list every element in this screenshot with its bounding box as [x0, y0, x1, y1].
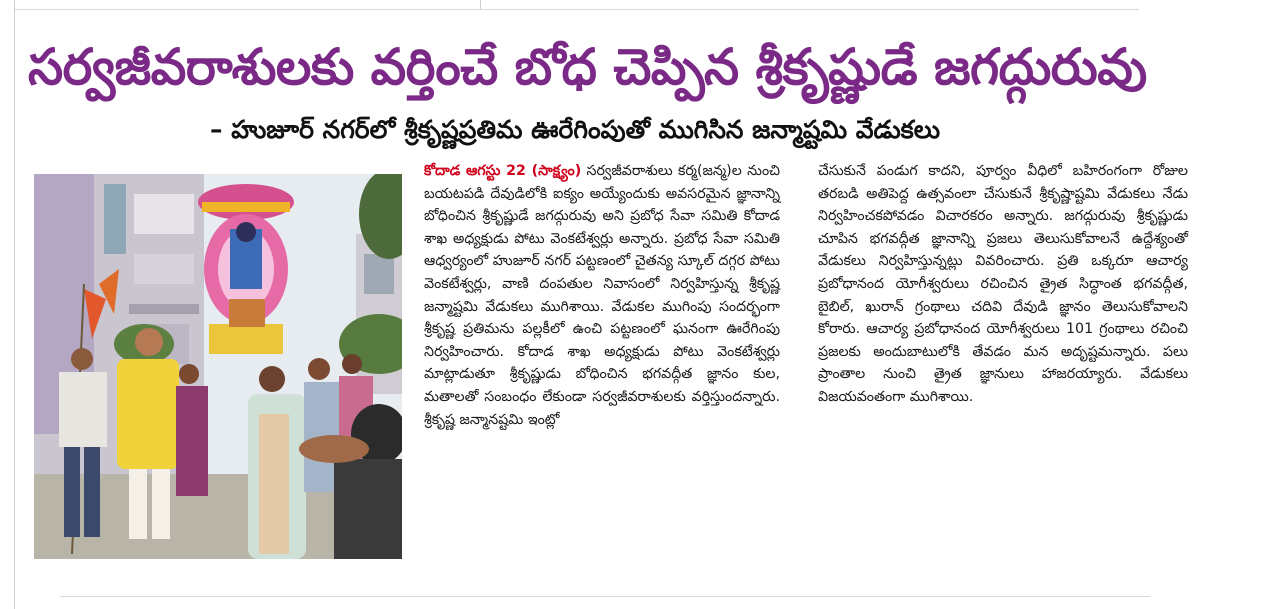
- top-column-divider: [480, 0, 481, 9]
- dateline: కోదాడ ఆగస్టు 22 (సాక్ష్యం): [424, 163, 582, 179]
- column-2-body: చేసుకునే పండుగ కాదని, పూర్వం వీధిలో బహిరంగంగా రోజుల తరబడి అతిపెద్ద ఉత్సవంలా చేసుకునే శ్రీకృష్ణాష్టమి వేడుకలు నేడు నిర్వహించకపోవడం విచారకరం అన్నారు. జగద్గురువు శ్రీకృష్ణుడు చూపిన భగవద్గీత జ్ఞానాన్ని ప్రజలు తెలుసుకోవాలనే ఉద్దేశ్యంతో వేడుకలు నిర్వహిస్తున్నట్లు వివరించారు. ప్రతి ఒక్కరూ ఆచార్య ప్రబోధానంద యోగీశ్వరులు రచించిన త్రైత సిద్ధాంత భగవద్గీత, బైబిల్, ఖురాన్ గ్రంథాలు చదివి దేవుడి జ్ఞానం తెలుసుకోవాలని కోరారు. ఆచార్య ప్రబోధానంద యోగీశ్వరులు 101 గ్రంథాలు రచించి ప్రజలకు అందుబాటులోకి తేవడం మన అదృష్టమన్నారు. పలు ప్రాంతాల నుంచి త్రైత జ్ఞానులు హాజరయ్యారు. వేడుకలు విజయవంతంగా ముగిశాయి.: [818, 163, 1188, 405]
- column-1-paragraph: [424, 160, 780, 431]
- article-column-2: [818, 160, 1188, 580]
- column-1-body: సర్వజీవరాశులు కర్మ(జన్మ)ల నుంచి బయటపడి దేవుడిలోకి ఐక్యం అయ్యేందుకు అవసరమైన జ్ఞానాన్ని బోధించిన శ్రీకృష్ణుడే జగద్గురువు అని ప్రబోధ సేవా సమితి కోదాడ శాఖ అధ్యక్షుడు పోటు వెంకటేశ్వర్లు అన్నారు. ప్రబోధ సేవా సమితి ఆధ్వర్యంలో హుజూర్ నగర్ పట్టణంలో చైతన్య స్కూల్ దగ్గర పోటు వెంకటేశ్వర్లు, వాణి దంపతుల నివాసంలో నిర్వహిస్తున్న శ్రీకృష్ణ జన్మాష్టమి వేడుకలు ముగిశాయి. వేడుకల ముగింపు సందర్భంగా శ్రీకృష్ణ ప్రతిమను పల్లకీలో ఉంచి పట్టణంలో ఘనంగా ఊరేగింపు నిర్వహించారు. కోదాడ శాఖ అధ్యక్షుడు పోటు వెంకటేశ్వర్లు మాట్లాడుతూ శ్రీకృష్ణుడు బోధించిన భగవద్గీత జ్ఞానం కుల, మతాలతో సంబంధం లేకుండా సర్వజీవరాశులకు వర్తిస్తుందన్నారు. శ్రీకృష్ణ జన్మానష్టమి ఇంట్లో: [424, 163, 781, 428]
- bottom-rule: [60, 596, 1150, 597]
- headline: సర్వజీవరాశులకు వర్తించే బోధ చెప్పిన శ్రీకృష్ణుడే జగద్గురువు: [28, 38, 1147, 96]
- subheadline: – హుజూర్ నగర్‌లో శ్రీకృష్ణప్రతిమ ఊరేగింపుతో ముగిసిన జన్మాష్టమి వేడుకలు: [210, 115, 941, 144]
- top-rule: [15, 9, 1139, 10]
- page-left-border: [14, 0, 15, 609]
- procession-photo: [34, 174, 402, 559]
- article-column-1: [424, 160, 780, 580]
